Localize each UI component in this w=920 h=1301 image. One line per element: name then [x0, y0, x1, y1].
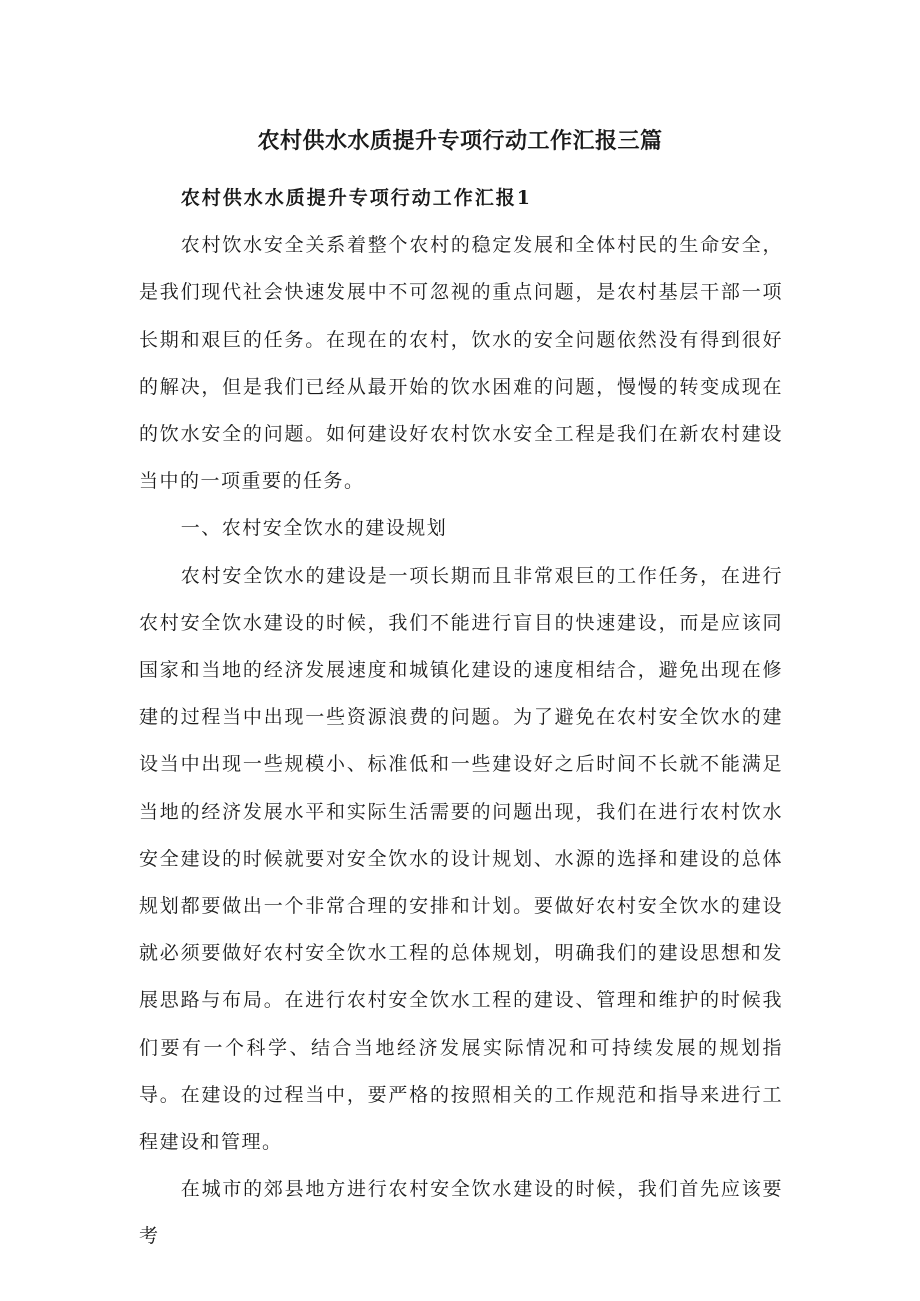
paragraph-intro: 农村饮水安全关系着整个农村的稳定发展和全体村民的生命安全，是我们现代社会快速发展中不可忽视的重点问题，是农村基层干部一项长期和艰巨的任务。在现在的农村，饮水的安全问题依然没有得到很好的解决，但是我们已经从最开始的饮水困难的问题，慢慢的转变成现在的饮水安全的问题。如何建设好农村饮水安全工程是我们在新农村建设当中的一项重要的任务。 — [139, 234, 783, 493]
document-title: 农村供水水质提升专项行动工作汇报三篇 — [257, 129, 663, 154]
section-heading-planning: 一、农村安全饮水的建设规划 — [180, 517, 448, 540]
paragraph-planning: 农村安全饮水的建设是一项长期而且非常艰巨的工作任务，在进行农村安全饮水建设的时候，我们不能进行盲目的快速建设，而是应该同国家和当地的经济发展速度和城镇化建设的速度相结合，避免出现在修建的过程当中出现一些资源浪费的问题。为了避免在农村安全饮水的建设当中出现一些规模小、标准低和一些建设好之后时间不长就不能满足当地的经济发展水平和实际生活需要的问题出现，我们在进行农村饮水安全建设的时候就要对安全饮水的设计规划、水源的选择和建设的总体规划都要做出一个非常合理的安排和计划。要做好农村安全饮水的建设就必须要做好农村安全饮水工程的总体规划，明确我们的建设思想和发展思路与布局。在进行农村安全饮水工程的建设、管理和维护的时候我们要有一个科学、结合当地经济发展实际情况和可持续发展的规划指导。在建设的过程当中，要严格的按照相关的工作规范和指导来进行工程建设和管理。 — [139, 564, 783, 1154]
document-body — [139, 175, 783, 1261]
paragraph-suburban: 在城市的郊县地方进行农村安全饮水建设的时候，我们首先应该要考 — [139, 1178, 783, 1248]
section-subtitle: 农村供水水质提升专项行动工作汇报1 — [180, 187, 533, 209]
